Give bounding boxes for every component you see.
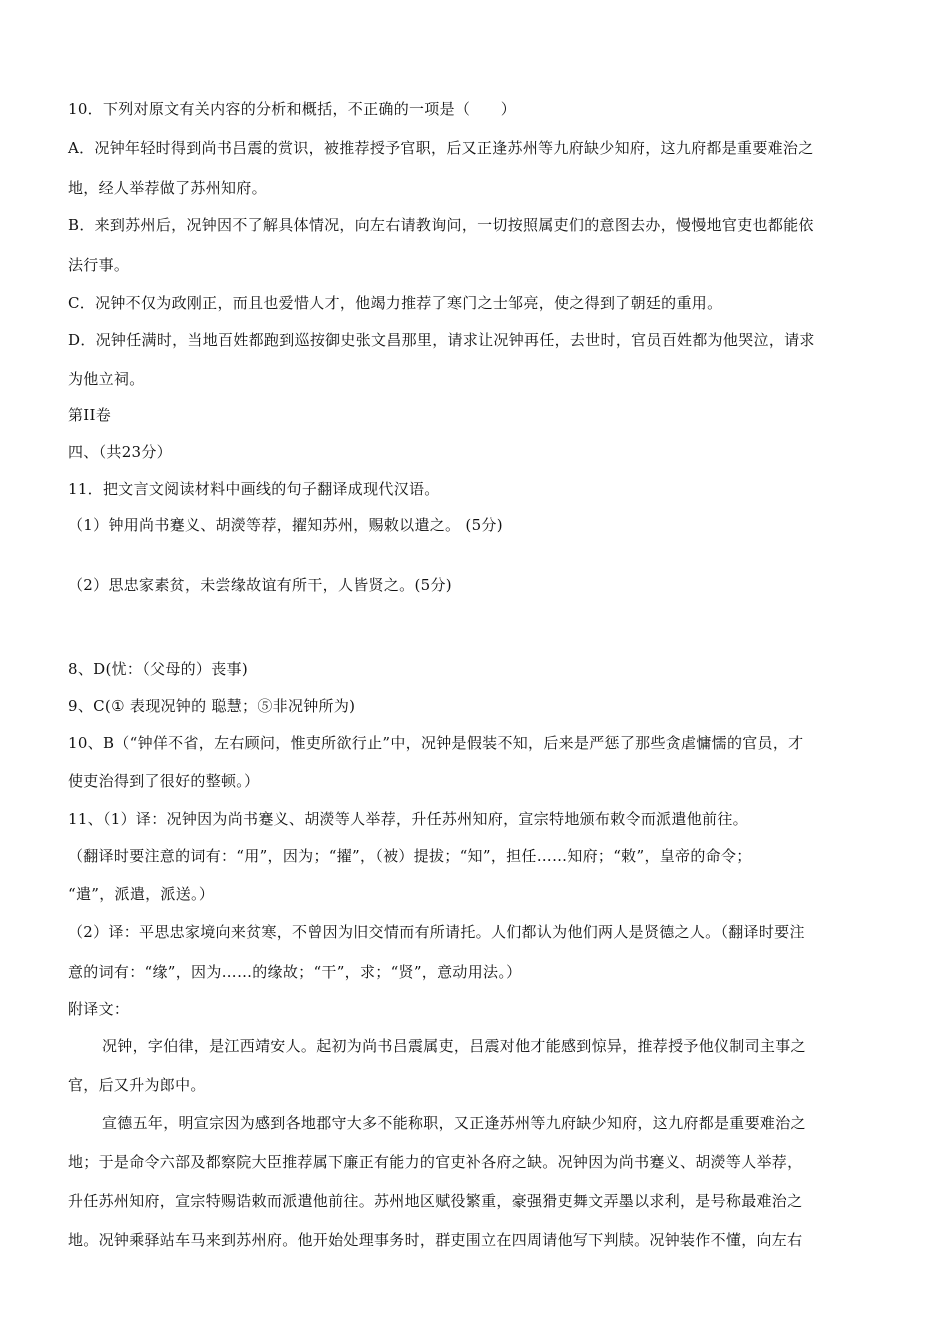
answer-10-line-2: 使吏治得到了很好的整顿。） — [68, 772, 260, 790]
answer-9: 9、C(① 表现况钟的 聪慧；⑤非况钟所为) — [68, 697, 356, 715]
answer-11-note-line-2: “遣”，派遣，派送。） — [68, 885, 215, 903]
answer-10-line-1: 10、B（“钟佯不省，左右顾问，惟吏所欲行止”中，况钟是假装不知，后来是严惩了那些贪虐慵懦的官员，才 — [68, 734, 804, 752]
option-b-line-1: B．来到苏州后，况钟因不了解具体情况，向左右请教询问，一切按照属吏们的意图去办，慢慢地官吏也都能依 — [68, 216, 814, 234]
option-a-line-1: A．况钟年轻时得到尚书吕震的赏识，被推荐授予官职，后又正逢苏州等九府缺少知府，这九府都是重要难治之 — [68, 139, 814, 157]
part-four-heading: 四、（共23分） — [68, 443, 172, 461]
question-11-part-1: （1）钟用尚书蹇义、胡濙等荐，擢知苏州，赐敕以遣之。 (5分) — [68, 516, 503, 534]
option-c: C．况钟不仅为政刚正，而且也爱惜人才，他竭力推荐了寒门之士邹亮，使之得到了朝廷的重用。 — [68, 294, 723, 312]
option-d-line-1: D．况钟任满时，当地百姓都跑到巡按御史张文昌那里，请求让况钟再任，去世时，官员百姓都为他哭泣，请求 — [68, 331, 815, 349]
section-heading: 第II卷 — [68, 406, 112, 424]
option-b-line-2: 法行事。 — [68, 256, 130, 274]
translation-para-1-line-2: 官，后又升为郎中。 — [68, 1076, 206, 1094]
answer-11-note-line-1: （翻译时要注意的词有：“用”，因为；“擢”，（被）提拔；“知”，担任……知府；“敕”，皇帝的命令； — [68, 847, 752, 865]
answer-11-part-2-line-2: 意的词有：“缘”，因为……的缘故；“干”，求；“贤”，意动用法。） — [68, 963, 522, 981]
translation-para-2-line-3: 升任苏州知府，宣宗特赐诰敕而派遣他前往。苏州地区赋役繁重，豪强猾吏舞文弄墨以求利，是号称最难治之 — [68, 1192, 803, 1210]
answer-8: 8、D(忧：（父母的）丧事) — [68, 660, 248, 678]
translation-para-1-line-1: 况钟，字伯律，是江西靖安人。起初为尚书吕震属吏，吕震对他才能感到惊异，推荐授予他仪制司主事之 — [102, 1037, 806, 1055]
question-11-part-2: （2）思忠家素贫，未尝缘故谊有所干，人皆贤之。(5分) — [68, 576, 452, 594]
translation-para-2-line-4: 地。况钟乘驿站车马来到苏州府。他开始处理事务时，群吏围立在四周请他写下判牍。况钟装作不懂，向左右 — [68, 1231, 803, 1249]
translation-para-2-line-1: 宣德五年，明宣宗因为感到各地郡守大多不能称职，又正逢苏州等九府缺少知府，这九府都是重要难治之 — [102, 1114, 806, 1132]
option-a-line-2: 地，经人举荐做了苏州知府。 — [68, 179, 267, 197]
question-10-stem: 10．下列对原文有关内容的分析和概括，不正确的一项是（ ） — [68, 100, 517, 118]
answer-11-part-1: 11、（1）译：况钟因为尚书蹇义、胡濙等人举荐，升任苏州知府，宣宗特地颁布敕令而派遣他前往。 — [68, 810, 748, 828]
answer-11-part-2-line-1: （2）译：平思忠家境向来贫寒，不曾因为旧交情而有所请托。人们都认为他们两人是贤德之人。（翻译时要注 — [68, 923, 805, 941]
question-11-stem: 11．把文言文阅读材料中画线的句子翻译成现代汉语。 — [68, 480, 440, 498]
translation-para-2-line-2: 地；于是命令六部及都察院大臣推荐属下廉正有能力的官吏补各府之缺。况钟因为尚书蹇义、胡濙等人举荐， — [68, 1153, 803, 1171]
option-d-line-2: 为他立祠。 — [68, 370, 145, 388]
translation-heading: 附译文： — [68, 1000, 130, 1018]
